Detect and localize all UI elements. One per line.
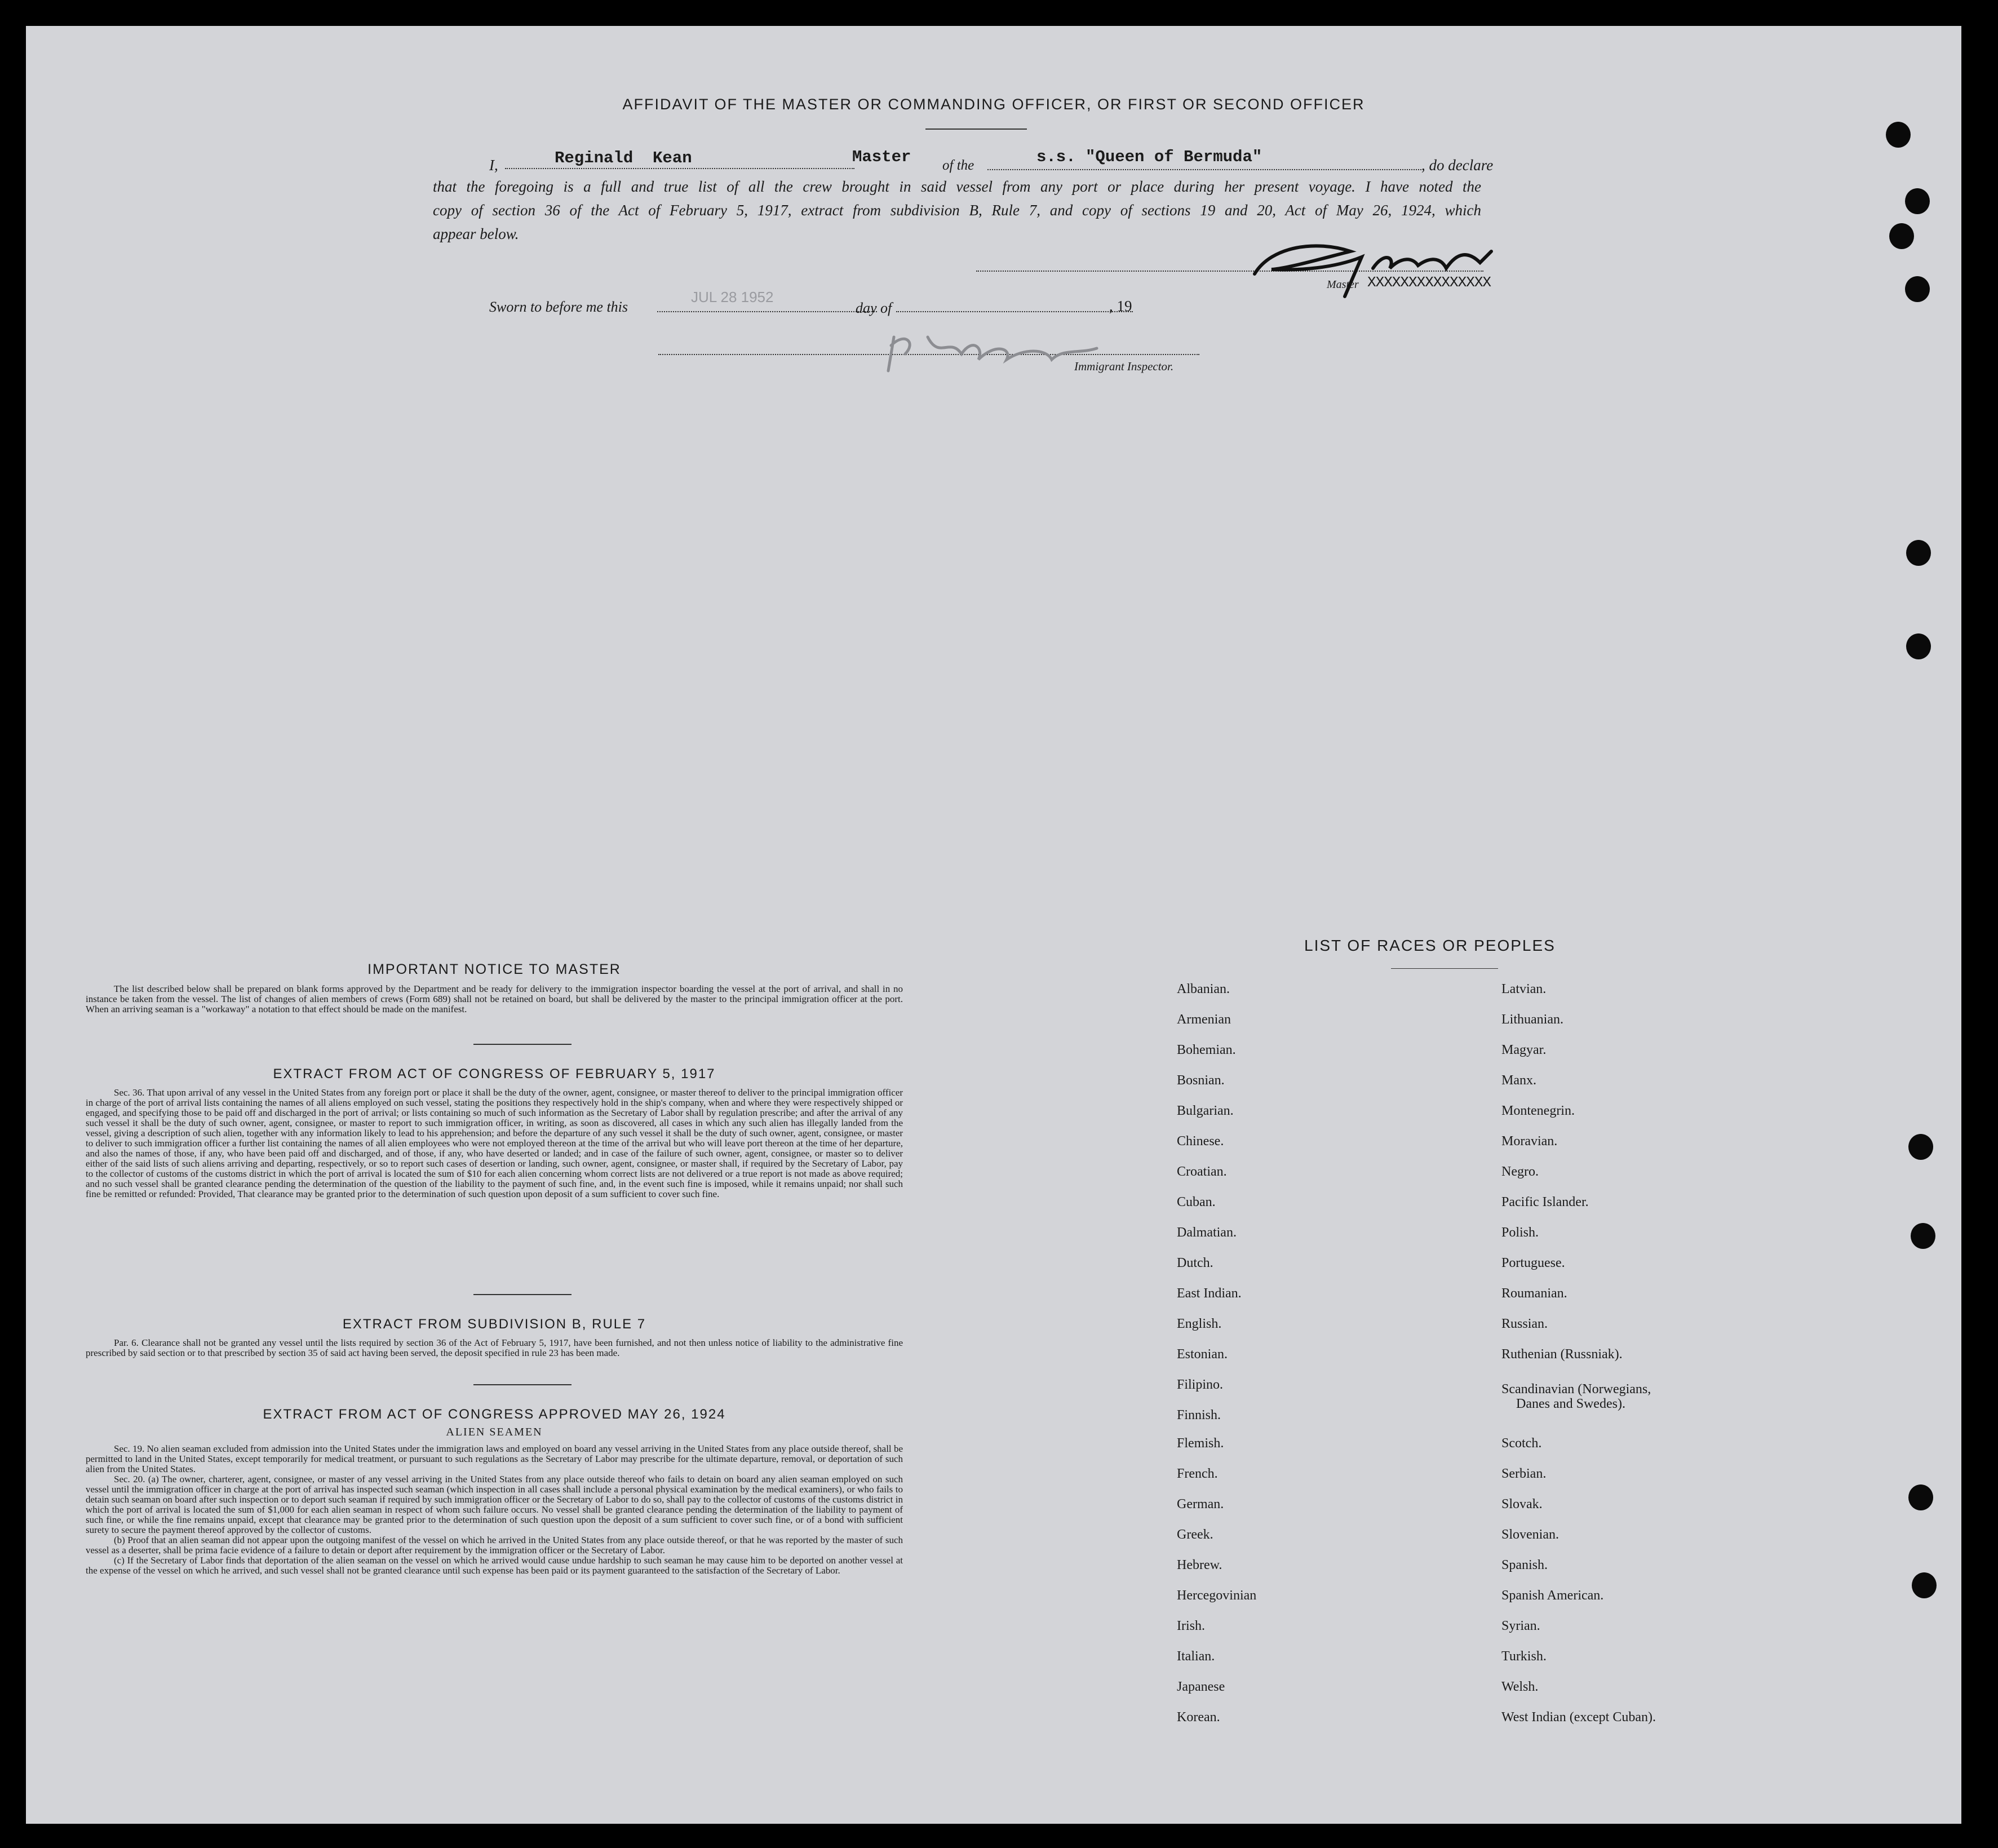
sworn-day-line [657,311,877,312]
race-turkish: Turkish. [1501,1649,1547,1664]
race-east-indian: East Indian. [1177,1286,1242,1301]
affidavit-title: AFFIDAVIT OF THE MASTER OR COMMANDING OFFICER, OR FIRST OR SECOND OFFICER [622,96,1365,113]
sec20c-text: (c) If the Secretary of Labor finds that deportation of the alien seaman on the vessel on which he arrived would cause undue hardship to such seaman he may cause him to be deported on another vessel at the expense of the vessel on which he arrived, and such vessel shall not be granted clearance until such expense has been paid or its payment guaranteed to the satisfaction of the Secretary of Labor. [86,1555,903,1576]
notice-title: IMPORTANT NOTICE TO MASTER [367,961,621,977]
sec20b-text: (b) Proof that an alien seaman did not appear upon the outgoing manifest of the vessel on which he arrived in the United States from any place outside thereof, or that he was reported by the master of such vessel as a deserter, shall be prima facie evidence of a failure to detain or deport after requirement by the immigration officer or the Secretary of Labor. [86,1535,903,1555]
extract-1924-body [86,1444,903,1576]
race-finnish: Finnish. [1177,1408,1221,1422]
vessel-line [987,169,1421,170]
punch-hole [1906,540,1931,566]
race-korean: Korean. [1177,1710,1220,1725]
race-magyar: Magyar. [1501,1043,1547,1057]
punch-hole [1912,1572,1937,1598]
rule7-divider [473,1384,572,1385]
race-roumanian: Roumanian. [1501,1286,1567,1301]
race-italian: Italian. [1177,1649,1215,1664]
race-latvian: Latvian. [1501,982,1547,996]
rule7-text: Par. 6. Clearance shall not be granted any vessel until the lists required by section 36 of the Act of February 5, 1917, have been furnished, and not then unless notice of liability to the administrative fine prescribed by said section or to that prescribed by section 35 of said act having been served, the deposit specified in rule 23 has been made. [86,1337,903,1358]
race-lithuanian: Lithuanian. [1501,1012,1563,1027]
race-hercegovinian: Hercegovinian [1177,1588,1257,1603]
race-armenian: Armenian [1177,1012,1231,1027]
master-rank: Master [852,148,911,166]
race-negro: Negro. [1501,1164,1539,1179]
races-divider [1391,968,1498,969]
rule7-title: EXTRACT FROM SUBDIVISION B, RULE 7 [342,1317,646,1332]
do-declare-label: , do declare [1421,157,1494,174]
notice-text: The list described below shall be prepared on blank forms approved by the Department and be ready for delivery to the immigration inspector boarding the vessel at the port of arrival, and shall in no instance be taken from the vessel. The list of changes of alien members of crews (Form 689) shall not be retained on board, but shall be delivered by the master to the principal immigration officer at the port. When an arriving seaman is a "workaway" a notation to that effect should be made on the manifest. [86,983,903,1014]
race-french: French. [1177,1466,1218,1481]
punch-hole [1911,1223,1935,1249]
punch-hole [1908,1484,1933,1510]
race-slovak: Slovak. [1501,1497,1543,1512]
race-japanese: Japanese [1177,1679,1225,1694]
extract-1917-title: EXTRACT FROM ACT OF CONGRESS OF FEBRUARY 5, 1917 [273,1066,716,1082]
sworn-label: Sworn to before me this [489,299,628,315]
declaration-line-3: appear below. [433,225,519,242]
race-bulgarian: Bulgarian. [1177,1104,1234,1118]
race-bosnian: Bosnian. [1177,1073,1225,1088]
i-label: I, [489,157,498,174]
race-pacific-islander: Pacific Islander. [1501,1195,1589,1209]
struck-title: XXXXXXXXXXXXXXX [1367,274,1491,291]
race-dalmatian: Dalmatian. [1177,1225,1237,1240]
notice-divider [473,1044,572,1045]
race-scandinavian-cont: Danes and Swedes). [1516,1397,1625,1411]
race-serbian: Serbian. [1501,1466,1547,1481]
race-polish: Polish. [1501,1225,1539,1240]
sec20a-text: Sec. 20. (a) The owner, charterer, agent, consignee, or master of any vessel arriving in the United States from any place outside thereof who fails to detain on board any alien seaman employed on such vessel until the immigration officer in charge at the port of arrival has inspected such seaman (which inspection in all cases shall include a personal physical examination by the medical examiners), or who fails to detain such seaman on board after such inspection or to deport such seaman if required by such immigration officer or the Secretary of Labor to do so, shall pay to the collector of customs of the customs district in which the port of arrival is located the sum of $1,000 for each alien seaman in respect of whom such failure occurs. No vessel shall be granted clearance pending the determination of the liability to payment of such fine, or while the fine remains unpaid, except that clearance may be granted prior to the determination of such question upon the deposit of a sum sufficient to cover such fine, or of a bond with sufficient surety to secure the payment thereof approved by the collector of customs. [86,1474,903,1535]
race-spanish-american: Spanish American. [1501,1588,1604,1603]
extract-1924-subtitle: ALIEN SEAMEN [446,1426,543,1438]
race-scotch: Scotch. [1501,1436,1542,1451]
sec19-text: Sec. 19. No alien seaman excluded from admission into the United States under the immigration laws and employed on board any vessel arriving in the United States from any place outside thereof, shall be permitted to land in the United States, except temporarily for medical treatment, or pursuant to such regulations as the Secretary of Labor may prescribe for the ultimate departure, removal, or deportation of such alien from the United States. [86,1443,903,1474]
race-chinese: Chinese. [1177,1134,1224,1149]
race-irish: Irish. [1177,1619,1205,1633]
race-cuban: Cuban. [1177,1195,1216,1209]
punch-hole [1906,633,1931,659]
race-bohemian: Bohemian. [1177,1043,1236,1057]
master-signature [1249,234,1497,302]
declaration-line-2: copy of section 36 of the Act of February 5, 1917, extract from subdivision B, Rule 7, and copy of sections 19 and 20, Act of May 26, 1924, which [433,202,1481,219]
race-syrian: Syrian. [1501,1619,1540,1633]
race-scandinavian: Scandinavian (Norwegians, [1501,1382,1651,1397]
punch-hole [1908,1134,1933,1160]
punch-hole [1886,122,1911,148]
title-divider [925,128,1027,130]
extract-1924-title: EXTRACT FROM ACT OF CONGRESS APPROVED MAY 26, 1924 [263,1407,726,1422]
race-manx: Manx. [1501,1073,1536,1088]
month-line [896,311,1133,312]
race-russian: Russian. [1501,1317,1548,1331]
declaration-line-1: that the foregoing is a full and true list of all the crew brought in said vessel from any port or place during her present voyage. I have noted the [433,178,1481,195]
race-portuguese: Portuguese. [1501,1256,1565,1270]
punch-hole [1889,223,1914,249]
signature-caption: Master [1327,278,1359,291]
extract-1917-text: Sec. 36. That upon arrival of any vessel in the United States from any foreign port or place it shall be the duty of the owner, agent, consignee, or master thereof to deliver to the principal immigration officer in charge of the port of arrival lists containing the names of all aliens employed on such vessel, stating the positions they respectively hold in the ship's company, when and where they were respectively shipped or engaged, and specifying those to be paid off and discharged in the port of arrival; or lists containing so much of such information as the Secretary of Labor shall by regulation prescribe; and after the arrival of any such vessel it shall be the duty of such owner, agent, consignee, or master to report to such immigration officer, in writing, as soon as discovered, all cases in which any such alien has illegally landed from the vessel, giving a description of such alien, together with any information likely to lead to his apprehension; and before the departure of any such vessel it shall be the duty of such owner, agent, consignee, or master to deliver to such immigration officer a further list containing the names of all alien employees who were not employed thereon at the time of the arrival but who will leave port thereon at the time of her departure, and also the names of those, if any, who have been paid off and discharged, and of those, if any, who have deserted or landed; and in case of the failure of such owner, agent, consignee, or master so to deliver either of the said lists of such aliens arriving and departing, respectively, or so to report such cases of desertion or landing, such owner, agent, consignee, or master shall, if required by the Secretary of Labor, pay to the collector of customs of the customs district in which the port of arrival is located the sum of $10 for each alien concerning whom correct lists are not delivered or a true report is not made as above required; and no such vessel shall be granted clearance pending the determination of the question of the liability to the payment of such fine, and, in the event such fine is imposed, while it remains unpaid; nor shall such fine be remitted or refunded: Provided, That clearance may be granted prior to the determination of such question upon deposit of a sum sufficient to cover such fine. [86,1087,903,1199]
race-dutch: Dutch. [1177,1256,1213,1270]
race-ruthenian: Ruthenian (Russniak). [1501,1347,1623,1362]
race-hebrew: Hebrew. [1177,1558,1222,1572]
race-west-indian: West Indian (except Cuban). [1501,1710,1656,1725]
date-stamp: JUL 28 1952 [691,289,774,305]
race-croatian: Croatian. [1177,1164,1227,1179]
race-moravian: Moravian. [1501,1134,1558,1149]
race-estonian: Estonian. [1177,1347,1228,1362]
race-albanian: Albanian. [1177,982,1230,996]
name-line [505,168,854,169]
races-title: LIST OF RACES OR PEOPLES [1304,937,1556,954]
day-of-label: day of [856,300,892,316]
race-welsh: Welsh. [1501,1679,1539,1694]
race-slovenian: Slovenian. [1501,1527,1559,1542]
extract-1917-divider [473,1294,572,1295]
inspector-caption: Immigrant Inspector. [1074,360,1174,373]
punch-hole [1905,188,1930,214]
year-label: , 19 [1109,298,1132,314]
race-montenegrin: Montenegrin. [1501,1104,1575,1118]
race-english: English. [1177,1317,1222,1331]
race-flemish: Flemish. [1177,1436,1224,1451]
race-german: German. [1177,1497,1224,1512]
document-page [26,26,1961,1824]
punch-hole [1905,276,1930,302]
race-greek: Greek. [1177,1527,1213,1542]
of-the-label: of the [942,158,974,173]
race-filipino: Filipino. [1177,1377,1224,1392]
race-spanish: Spanish. [1501,1558,1548,1572]
master-name: Reginald Kean [555,149,692,167]
vessel-name: s.s. "Queen of Bermuda" [1036,148,1262,166]
